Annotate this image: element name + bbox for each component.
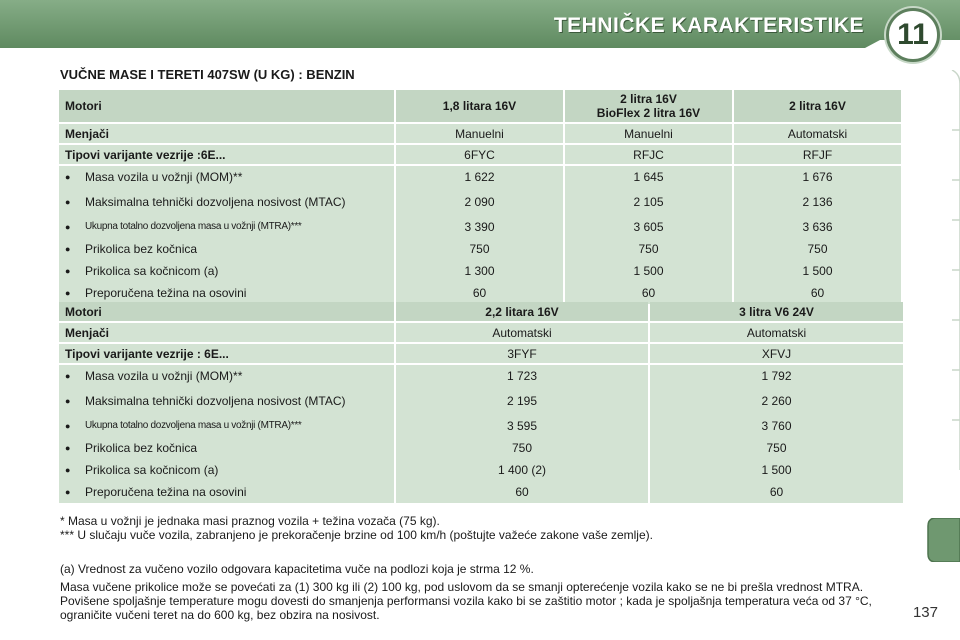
variant-1: 6FYC [396,145,563,164]
list-item: ● Maksimalna tehnički dozvoljena nosivost (MTAC) [65,394,346,408]
engine-3: 2 litra 16V [734,90,901,122]
cell-value: 60 [810,286,825,300]
cell-value: 2 136 [802,195,833,209]
bullet-icon: ● [65,197,71,207]
mass-labels [59,166,394,304]
list-item: ● Prikolica bez kočnica [65,441,198,455]
cell-value: 3 595 [506,419,538,433]
cell-value: 3 390 [464,220,495,234]
list-item: ● Preporučena težina na osovini [65,286,247,300]
gearbox-2: Manuelni [565,124,732,143]
cell-value: 1 400 (2) [497,463,547,477]
row-label-menjaci: Menjači [59,124,394,143]
cell-value: 2 105 [633,195,664,209]
cell-value: 3 760 [761,419,792,433]
bullet-icon: ● [65,266,71,276]
bullet-icon: ● [65,172,71,182]
table-row [59,323,903,342]
spec-table-2 [57,300,905,505]
chapter-tab-active[interactable] [926,518,960,562]
bullet-icon: ● [65,371,71,381]
variant-2: XFVJ [650,344,903,363]
bullet-icon: ● [65,222,71,232]
note: Masa vučene prikolice može se povećati za (1) 300 kg ili (2) 100 kg, pod uslovom da se smanji opterećenje vozila kako se ne bi prešla vrednost MTRA. [60,580,864,594]
table-row [59,145,901,164]
gearbox-1: Automatski [396,323,648,342]
cell-value: 750 [469,242,490,256]
engine-1: 1,8 litara 16V [396,90,563,122]
chapter-tabs [926,70,960,540]
engine-2-line-1: 2 litra 16V [620,92,677,106]
cell-value: 60 [769,485,784,499]
note: Povišene spoljašnje temperature mogu dovesti do smanjenja performansi vozila kako bi se zaštitio motor ; kada je spoljašnja temperatura veća od 37 °C, ograničite vučeni teret na do 600 kg, bez obzira na nosivost. [60,594,872,622]
page-number: 137 [912,604,938,621]
cell-value: 750 [511,441,533,455]
cell-value: 1 500 [802,264,833,278]
row-label-motori: Motori [59,90,394,122]
bullet-icon: ● [65,421,71,431]
cell-value: 1 792 [761,369,792,383]
cell-value: 60 [472,286,487,300]
gearbox-1: Manuelni [396,124,563,143]
variant-2: RFJC [565,145,732,164]
cell-value: 1 500 [633,264,664,278]
bullet-icon: ● [65,244,71,254]
bullet-icon: ● [65,288,71,298]
list-item: ● Prikolica bez kočnica [65,242,198,256]
engine-2-line-2: BioFlex 2 litra 16V [596,106,701,120]
gearbox-3: Automatski [734,124,901,143]
cell-value: 1 300 [464,264,495,278]
footnote: *** U slučaju vuče vozila, zabranjeno je prekoračenje brzine od 100 km/h (poštujte važeće zakone vaše zemlje). [60,528,653,542]
mass-values-col-2 [650,365,903,503]
active-tab-shape [926,518,960,562]
cell-value: 3 605 [633,220,664,234]
cell-value: 3 636 [802,220,833,234]
bullet-icon: ● [65,443,71,453]
engine-2 [565,90,732,122]
mass-values-col-3 [734,166,901,304]
table-row [59,166,901,304]
cell-value: 1 645 [633,170,664,184]
mass-values-col-1 [396,166,563,304]
cell-value: 60 [641,286,656,300]
bullet-icon: ● [65,396,71,406]
cell-value: 2 260 [761,394,792,408]
row-label-tipovi: Tipovi varijante vezrije :6E... [59,145,394,164]
cell-value: 1 622 [464,170,495,184]
list-item: ● Ukupna totalno dozvoljena masa u vožnji (MTRA)*** [65,221,302,232]
table-row [59,302,903,321]
header-band [0,0,960,52]
cell-value: 1 500 [761,463,792,477]
notes [60,562,910,622]
engine-2: 3 litra V6 24V [650,302,903,321]
table-row [59,365,903,503]
bullet-icon: ● [65,487,71,497]
table-row [59,90,901,122]
row-label-motori: Motori [59,302,394,321]
cell-value: 2 090 [464,195,495,209]
cell-value: 750 [766,441,787,455]
chapter-number-badge: 11 [886,8,940,62]
table-row [59,124,901,143]
variant-3: RFJF [734,145,901,164]
footnote: * Masa u vožnji je jednaka masi praznog vozila + težina vozača (75 kg). [60,514,440,528]
mass-values-col-1 [396,365,648,503]
bullet-icon: ● [65,465,71,475]
footnotes [60,514,910,542]
cell-value: 60 [515,485,529,499]
list-item: ● Masa vozila u vožnji (MOM)** [65,170,243,184]
table-row [59,344,903,363]
list-item: ● Prikolica sa kočnicom (a) [65,463,219,477]
list-item: ● Prikolica sa kočnicom (a) [65,264,219,278]
mass-labels [59,365,394,503]
row-label-menjaci: Menjači [59,323,394,342]
list-item: ● Ukupna totalno dozvoljena masa u vožnji (MTRA)*** [65,420,302,431]
gearbox-2: Automatski [650,323,903,342]
cell-value: 750 [807,242,828,256]
spec-table-1 [57,88,903,306]
section-title: VUČNE MASE I TERETI 407SW (U KG) : BENZIN [60,67,355,82]
list-item: ● Maksimalna tehnički dozvoljena nosivost (MTAC) [65,195,346,209]
mass-values-col-2 [565,166,732,304]
list-item: ● Preporučena težina na osovini [65,485,247,499]
cell-value: 1 676 [802,170,833,184]
list-item: ● Masa vozila u vožnji (MOM)** [65,369,243,383]
row-label-tipovi: Tipovi varijante vezrije : 6E... [59,344,394,363]
cell-value: 2 195 [506,394,538,408]
cell-value: 750 [638,242,659,256]
note: (a) Vrednost za vučeno vozilo odgovara kapacitetima vuče na podlozi koja je strma 12 %. [60,562,534,576]
variant-1: 3FYF [396,344,648,363]
cell-value: 1 723 [506,369,538,383]
engine-1: 2,2 litara 16V [396,302,648,321]
page-title: TEHNIČKE KARAKTERISTIKE [553,14,864,37]
